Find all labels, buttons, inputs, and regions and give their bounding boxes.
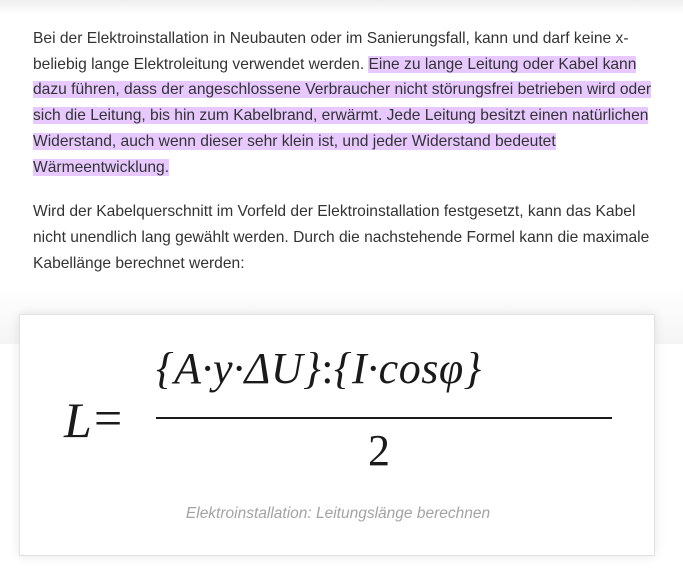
- article-body: [33, 26, 653, 276]
- formula-numerator-right: {I·cosφ}: [333, 344, 482, 393]
- cable-length-formula: [56, 335, 616, 495]
- formula-denominator: 2: [368, 426, 390, 475]
- paragraph-intro: [33, 26, 653, 180]
- formula-numerator-left: {A·y·ΔU}: [156, 344, 322, 393]
- fraction-bar: [156, 417, 612, 419]
- formula-separator: :: [321, 344, 334, 393]
- formula-figure: [19, 314, 655, 556]
- paragraph-intro-text: Bei der Elektroinstallation in Neubauten oder im Sanierungsfall, kann und darf keine x-beliebig lange Elektroleitung verwendet werden.: [33, 30, 629, 73]
- paragraph-formula-intro: Wird der Kabelquerschnitt im Vorfeld der Elektroinstallation festgesetzt, kann das Kabel nicht unendlich lang gewählt werden. Durch die nachstehende Formel kann die maximale Kabellänge berechnet werden:: [33, 203, 650, 272]
- highlighted-text[interactable]: Eine zu lange Leitung oder Kabel kann dazu führen, dass der angeschlossene Verbraucher nicht störungsfrei betrieben wird oder sich die Leitung, bis hin zum Kabelbrand, erwärmt. Jede Leitung besitzt einen natürlichen Widerstand, auch wenn dieser sehr klein ist, und jeder Widerstand bedeutet Wärmeentwicklung.: [33, 55, 652, 176]
- figure-caption: Elektroinstallation: Leitungslänge berechnen: [185, 505, 491, 522]
- formula-equals: =: [94, 390, 123, 446]
- top-shadow: [0, 0, 683, 14]
- formula-numerator: [156, 344, 482, 393]
- formula-lhs: L: [64, 392, 92, 448]
